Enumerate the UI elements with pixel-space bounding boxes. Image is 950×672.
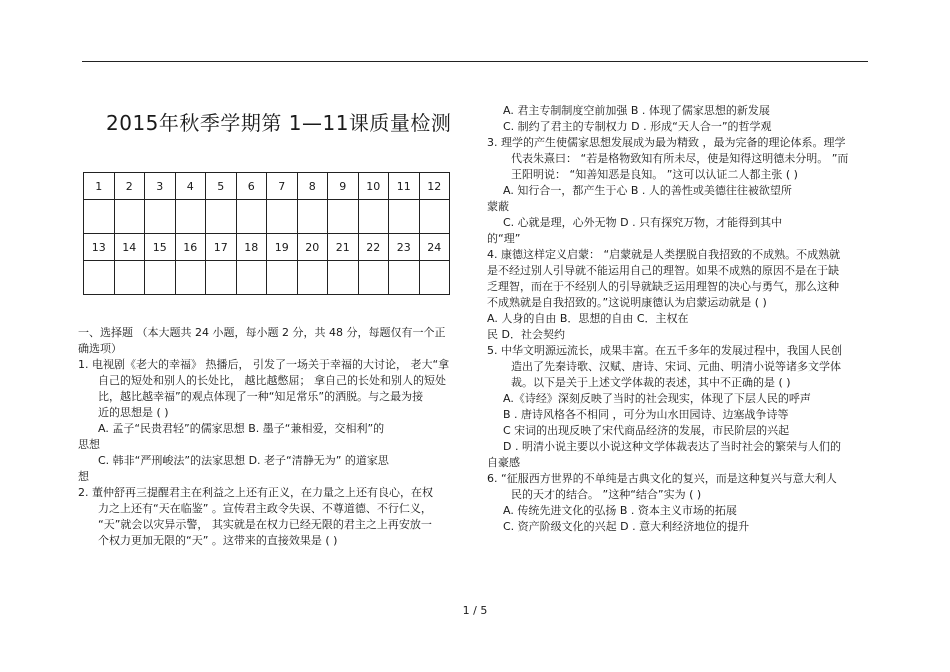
answer-number: 23 — [389, 234, 420, 261]
question-line: 4. 康德这样定义启蒙： “启蒙就是人类摆脱自我招致的不成熟。不成熟就 — [487, 248, 841, 261]
answer-number: 13 — [84, 234, 115, 261]
question-line: 思想 — [78, 438, 100, 451]
answer-cell — [84, 261, 115, 295]
answer-number: 22 — [358, 234, 389, 261]
question-line: C. 资产阶级文化的兴起 D . 意大利经济地位的提升 — [503, 520, 750, 533]
answer-number: 1 — [84, 173, 115, 200]
page-number: 1 / 5 — [462, 604, 488, 617]
answer-cell — [145, 261, 176, 295]
answer-grid-blank-row — [84, 261, 450, 295]
answer-cell — [145, 200, 176, 234]
answer-number: 14 — [114, 234, 145, 261]
answer-number: 19 — [267, 234, 298, 261]
answer-number: 8 — [297, 173, 328, 200]
answer-cell — [328, 261, 359, 295]
answer-cell — [419, 261, 450, 295]
answer-cell — [236, 200, 267, 234]
question-line: 王阳明说： “知善知恶是良知。 ”这可以认证二人都主张 ( ) — [511, 168, 798, 181]
question-line: 自豪感 — [487, 456, 520, 469]
answer-number: 7 — [267, 173, 298, 200]
question-line: A.《诗经》深刻反映了当时的社会现实，体现了下层人民的呼声 — [503, 392, 811, 405]
question-line: 近的思想是 ( ) — [98, 406, 169, 419]
answer-number: 21 — [328, 234, 359, 261]
answer-cell — [236, 261, 267, 295]
answer-cell — [267, 200, 298, 234]
question-line: 2. 董仲舒再三提醒君主在利益之上还有正义，在力量之上还有良心，在权 — [78, 486, 433, 499]
answer-number: 10 — [358, 173, 389, 200]
answer-number: 11 — [389, 173, 420, 200]
question-line: C. 韩非“严刑峻法”的法家思想 D. 老子“清静无为” 的道家思 — [98, 454, 389, 467]
question-line: D . 明清小说主要以小说这种文学体裁表达了当时社会的繁荣与人们的 — [503, 440, 841, 453]
answer-number: 17 — [206, 234, 237, 261]
question-line: 是不经过别人引导就不能运用自己的理智。如果不成熟的原因不是在于缺 — [487, 264, 839, 277]
question-line: 蒙蔽 — [487, 200, 509, 213]
question-line: 1. 电视剧《老大的幸福》 热播后， 引发了一场关于幸福的大讨论， 老大“拿 — [78, 358, 450, 371]
answer-number: 20 — [297, 234, 328, 261]
answer-number: 2 — [114, 173, 145, 200]
answer-cell — [297, 261, 328, 295]
answer-cell — [84, 200, 115, 234]
header-rule — [82, 61, 868, 62]
question-line: 力之上还有“天在临鉴” 。宣传君主政令失误、不尊道德、不行仁义， — [98, 502, 432, 515]
answer-number: 18 — [236, 234, 267, 261]
right-question-column — [487, 103, 867, 535]
answer-cell — [389, 261, 420, 295]
question-line: 代表朱熹曰： “若是格物致知有所未尽，使是知得这明德未分明。 ”而 — [511, 152, 849, 165]
answer-grid-numbers-row — [84, 173, 450, 200]
question-line: C 宋词的出现反映了宋代商品经济的发展，市民阶层的兴起 — [503, 424, 790, 437]
answer-number: 12 — [419, 173, 450, 200]
question-line: 个权力更加无限的“天” 。这带来的直接效果是 ( ) — [98, 534, 338, 547]
question-line: A. 孟子“民贵君轻”的儒家思想 B. 墨子“兼相爱，交相利”的 — [98, 422, 385, 435]
answer-grid — [83, 172, 450, 295]
answer-cell — [297, 200, 328, 234]
question-line: 裁。以下是关于上述文学体裁的表述，其中不正确的是 ( ) — [511, 376, 791, 389]
question-line: 造出了先秦诗歌、汉赋、唐诗、宋词、元曲、明清小说等诸多文学体 — [511, 360, 841, 373]
left-question-column — [78, 325, 470, 549]
answer-cell — [389, 200, 420, 234]
question-line: 确选项） — [78, 342, 122, 355]
answer-cell — [206, 200, 237, 234]
question-line: B . 唐诗风格各不相同 ，可分为山水田园诗、边塞战争诗等 — [503, 408, 789, 421]
answer-number: 16 — [175, 234, 206, 261]
answer-cell — [358, 261, 389, 295]
question-line: 乏理智，而在于不经别人的引导就缺乏运用理智的决心与勇气，那么这种 — [487, 280, 839, 293]
question-line: 不成熟就是自我招致的。”这说明康德认为启蒙运动就是 ( ) — [487, 296, 767, 309]
answer-number: 5 — [206, 173, 237, 200]
answer-number: 9 — [328, 173, 359, 200]
answer-cell — [419, 200, 450, 234]
answer-number: 4 — [175, 173, 206, 200]
answer-cell — [358, 200, 389, 234]
question-line: 3. 理学的产生使儒家思想发展成为最为精致 ，最为完备的理论体系。理学 — [487, 136, 846, 149]
question-line: “天”就会以灾异示警， 其实就是在权力已经无限的君主之上再安放一 — [98, 518, 432, 531]
answer-cell — [114, 261, 145, 295]
question-line: A. 传统先进文化的弘扬 B . 资本主义市场的拓展 — [503, 504, 737, 517]
question-line: A. 知行合一，都产生于心 B . 人的善性或美德往往被欲望所 — [503, 184, 792, 197]
answer-cell — [328, 200, 359, 234]
question-line: 民的天才的结合。 ”这种“结合”实为 ( ) — [511, 488, 702, 501]
question-line: 一、选择题 （本大题共 24 小题，每小题 2 分，共 48 分，每题仅有一个正 — [78, 326, 446, 339]
question-line: C. 制约了君主的专制权力 D . 形成“天人合一”的哲学观 — [503, 120, 772, 133]
question-line: 6. “征服西方世界的不单纯是古典文化的复兴，而是这种复兴与意大利人 — [487, 472, 837, 485]
answer-number: 15 — [145, 234, 176, 261]
answer-number: 24 — [419, 234, 450, 261]
question-line: 想 — [78, 470, 89, 483]
question-line: 5. 中华文明源远流长，成果丰富。在五千多年的发展过程中，我国人民创 — [487, 344, 842, 357]
answer-grid-numbers-row — [84, 234, 450, 261]
question-line: A. 人身的自由 B．思想的自由 C．主权在 — [487, 312, 689, 325]
answer-number: 6 — [236, 173, 267, 200]
answer-cell — [175, 200, 206, 234]
answer-cell — [175, 261, 206, 295]
question-line: 的“理” — [487, 232, 521, 245]
question-line: C. 心就是理，心外无物 D . 只有探究万物，才能得到其中 — [503, 216, 783, 229]
question-line: A. 君主专制制度空前加强 B . 体现了儒家思想的新发展 — [503, 104, 770, 117]
answer-number: 3 — [145, 173, 176, 200]
answer-cell — [114, 200, 145, 234]
question-line: 自己的短处和别人的长处比， 越比越憋屈； 拿自己的长处和别人的短处 — [98, 374, 446, 387]
answer-grid-blank-row — [84, 200, 450, 234]
answer-cell — [267, 261, 298, 295]
question-line: 民 D．社会契约 — [487, 328, 565, 341]
answer-cell — [206, 261, 237, 295]
question-line: 比，越比越幸福”的观点体现了一种“知足常乐”的洒脱。与之最为接 — [98, 390, 424, 403]
page-title: 2015年秋季学期第 1—11课质量检测 — [106, 111, 452, 135]
